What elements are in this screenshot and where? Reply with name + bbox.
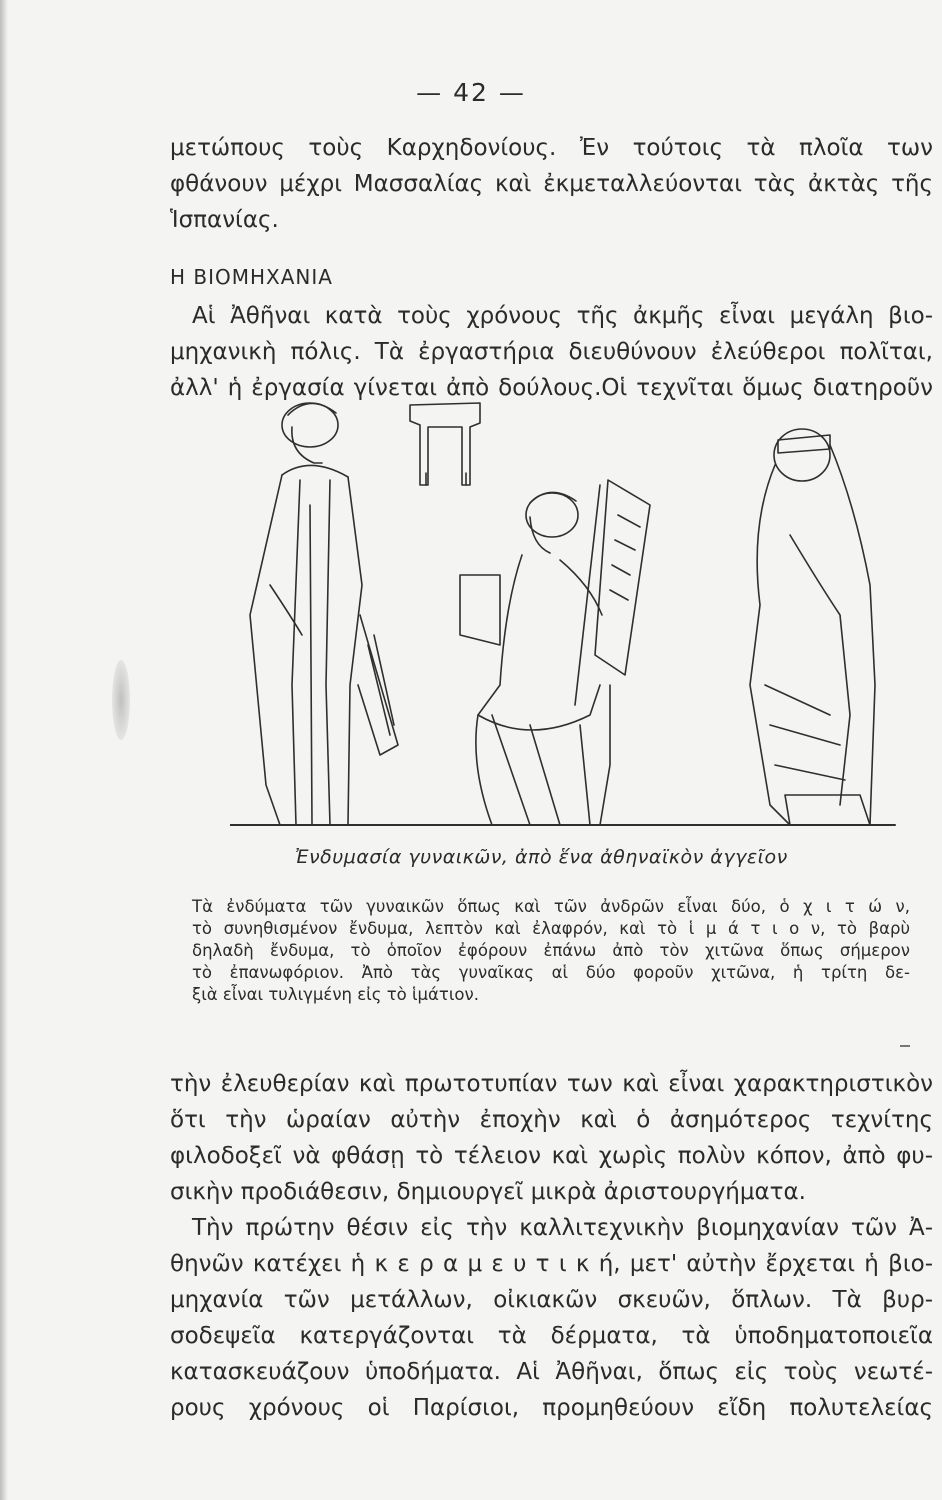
text-line: τὴν ἐλευθερίαν καὶ πρωτοτυπίαν των καὶ εἶναι χαρακτηριστικὸν: [170, 1071, 933, 1097]
intro-paragraph: [170, 130, 933, 238]
text-line: σοδεψεῖα κατεργάζονται τὰ δέρματα, τὰ ὑποδηματοποιεῖα: [170, 1323, 933, 1349]
text-line: κατασκευάζουν ὑποδήματα. Αἱ Ἀθῆναι, ὅπως εἰς τοὺς νεωτέ-: [170, 1359, 933, 1385]
text-line: Αἱ Ἀθῆναι κατὰ τοὺς χρόνους τῆς ἀκμῆς εἶναι μεγάλη βιο-: [192, 303, 933, 329]
text-line: ρους χρόνους οἱ Παρίσιοι, προμηθεύουν εἴδη πολυτελείας: [170, 1395, 933, 1421]
page-stain: [112, 660, 130, 740]
note-line: δηλαδὴ ἔνδυμα, τὸ ὁποῖον ἐφόρουν ἐπάνω ἀπὸ τὸν χιτῶνα ὅπως σήμερον: [192, 941, 910, 960]
page-edge-shadow: [0, 0, 8, 1500]
page-number: — 42 —: [416, 78, 526, 107]
text-line: ἀλλ' ἡ ἐργασία γίνεται ἀπὸ δούλους.Οἱ τεχνῖται ὅμως διατηροῦν: [170, 375, 933, 401]
text-line: μετώπους τοὺς Καρχηδονίους. Ἐν τούτοις τὰ πλοῖα των: [170, 135, 933, 161]
note-line: τὸ ἐπανωφόριον. Ἀπὸ τὰς γυναῖκας αἱ δύο φοροῦν χιτῶνα, ἡ τρίτη δε-: [192, 963, 910, 982]
note-line: ξιὰ εἶναι τυλιγμένη εἰς τὸ ἱμάτιον.: [192, 985, 479, 1004]
figure-caption: Ἐνδυμασία γυναικῶν, ἀπὸ ἕνα ἀθηναϊκὸν ἀγγεῖον: [295, 846, 788, 868]
body-paragraph: [170, 1066, 933, 1426]
text-line: σικὴν προδιάθεσιν, δημιουργεῖ μικρὰ ἀριστουργήματα.: [170, 1179, 806, 1205]
text-line: φθάνουν μέχρι Μασσαλίας καὶ ἐκμεταλλεύονται τὰς ἀκτὰς τῆς: [170, 171, 933, 197]
text-line: θηνῶν κατέχει ἡ κ ε ρ α μ ε υ τ ι κ ή, μετ' αὐτὴν ἔρχεται ἡ βιο-: [170, 1251, 933, 1277]
text-line: Τὴν πρώτην θέσιν εἰς τὴν καλλιτεχνικὴν βιομηχανίαν τῶν Ἀ-: [192, 1215, 933, 1241]
text-line: μηχανία τῶν μετάλλων, οἰκιακῶν σκευῶν, ὅπλων. Τὰ βυρ-: [170, 1287, 933, 1313]
margin-mark: [900, 1045, 910, 1047]
figure-note: [192, 896, 910, 1006]
three-women-drawing: [230, 385, 900, 835]
text-line: Ἱσπανίας.: [170, 207, 279, 233]
note-line: Τὰ ἐνδύματα τῶν γυναικῶν ὅπως καὶ τῶν ἀνδρῶν εἶναι δύο, ὁ χ ι τ ώ ν,: [192, 897, 910, 916]
section-heading: Η ΒΙΟΜΗΧΑΝΙΑ: [170, 265, 333, 289]
text-line: μηχανικὴ πόλις. Τὰ ἐργαστήρια διευθύνουν ἐλεύθεροι πολῖται,: [170, 339, 933, 365]
text-line: ὅτι τὴν ὡραίαν αὐτὴν ἐποχὴν καὶ ὁ ἀσημότερος τεχνίτης: [170, 1107, 933, 1133]
vase-illustration: [230, 385, 900, 835]
note-line: τὸ συνηθισμένον ἔνδυμα, λεπτὸν καὶ ἐλαφρόν, καὶ τὸ ἱ μ ά τ ι ο ν, τὸ βαρὺ: [192, 919, 910, 938]
text-line: φιλοδοξεῖ νὰ φθάσῃ τὸ τέλειον καὶ χωρὶς πολὺν κόπον, ἀπὸ φυ-: [170, 1143, 933, 1169]
